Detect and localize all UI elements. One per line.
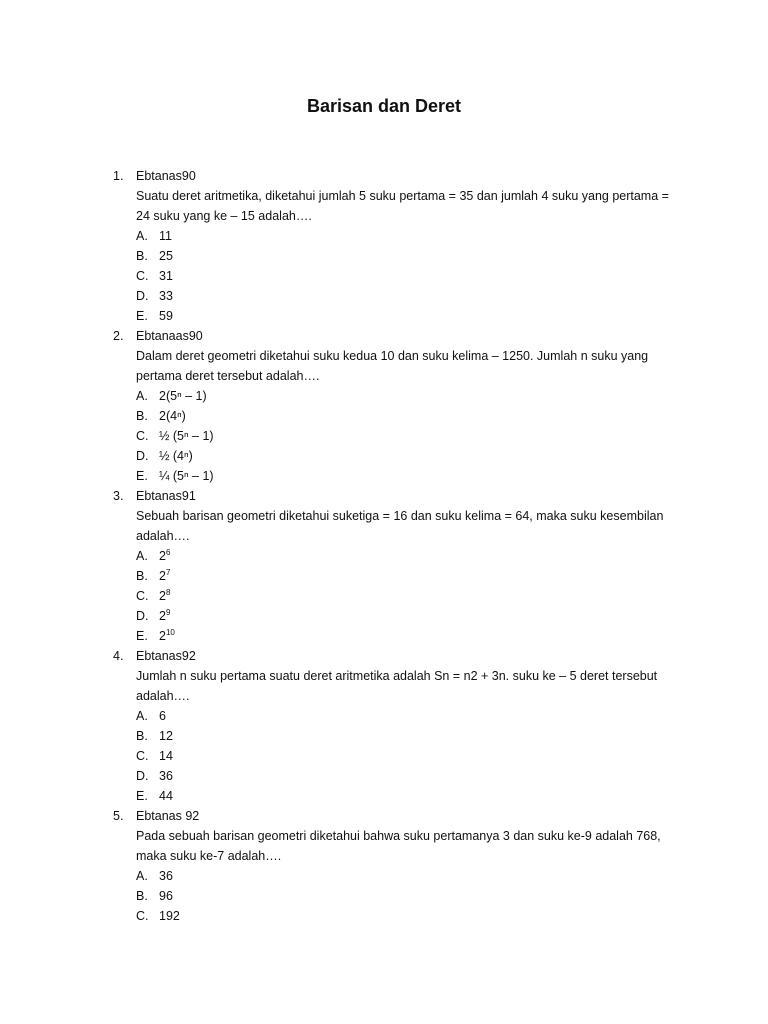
answer-option xyxy=(0,306,768,326)
option-letter: C. xyxy=(136,749,149,763)
question-header xyxy=(0,806,768,826)
option-exponent: 7 xyxy=(165,568,171,577)
option-text: 2(4ⁿ) xyxy=(159,409,186,423)
answer-option xyxy=(0,866,768,886)
option-text: 11 xyxy=(159,229,172,243)
option-letter: D. xyxy=(136,609,149,623)
option-text: 25 xyxy=(159,249,173,263)
question-source: Ebtanaas90 xyxy=(136,329,203,343)
question-5 xyxy=(0,806,768,926)
answer-option xyxy=(0,546,768,566)
question-list xyxy=(0,166,768,926)
answer-option xyxy=(0,386,768,406)
option-text: 2(5ⁿ – 1) xyxy=(159,389,207,403)
question-header xyxy=(0,166,768,186)
option-exponent: 6 xyxy=(165,548,171,557)
question-text: adalah…. xyxy=(136,689,190,703)
option-text: 2 xyxy=(159,589,166,603)
answer-option xyxy=(0,426,768,446)
answer-option xyxy=(0,766,768,786)
answer-option xyxy=(0,706,768,726)
option-letter: B. xyxy=(136,729,148,743)
question-text: Sebuah barisan geometri diketahui suketiga = 16 dan suku kelima = 64, maka suku kesembilan xyxy=(136,509,664,523)
option-letter: C. xyxy=(136,429,149,443)
question-number: 2. xyxy=(113,329,124,343)
option-exponent: 9 xyxy=(165,608,171,617)
option-text: 2 xyxy=(159,629,166,643)
option-text: 14 xyxy=(159,749,173,763)
answer-option xyxy=(0,286,768,306)
question-header xyxy=(0,646,768,666)
question-number: 3. xyxy=(113,489,124,503)
option-letter: A. xyxy=(136,709,148,723)
option-text: 192 xyxy=(159,909,180,923)
question-text: maka suku ke-7 adalah…. xyxy=(136,849,282,863)
answer-option xyxy=(0,626,768,646)
option-letter: B. xyxy=(136,249,148,263)
option-text: 6 xyxy=(159,709,166,723)
answer-option xyxy=(0,586,768,606)
option-exponent: 8 xyxy=(165,588,171,597)
option-letter: A. xyxy=(136,229,148,243)
question-text: adalah…. xyxy=(136,529,190,543)
option-letter: E. xyxy=(136,629,148,643)
question-header xyxy=(0,326,768,346)
option-text: 2 xyxy=(159,569,166,583)
option-text: 2 xyxy=(159,609,166,623)
answer-option xyxy=(0,786,768,806)
option-text: 31 xyxy=(159,269,173,283)
option-letter: A. xyxy=(136,389,148,403)
question-text: Jumlah n suku pertama suatu deret aritmetika adalah Sn = n2 + 3n. suku ke – 5 deret tersebut xyxy=(136,669,658,683)
answer-option xyxy=(0,246,768,266)
option-letter: C. xyxy=(136,909,149,923)
question-number: 1. xyxy=(113,169,124,183)
option-letter: B. xyxy=(136,889,148,903)
option-text: 59 xyxy=(159,309,173,323)
question-number: 5. xyxy=(113,809,124,823)
question-text: Pada sebuah barisan geometri diketahui bahwa suku pertamanya 3 dan suku ke-9 adalah 768, xyxy=(136,829,661,843)
option-text: ½ (4ⁿ) xyxy=(159,449,193,463)
answer-option xyxy=(0,466,768,486)
answer-option xyxy=(0,446,768,466)
answer-option xyxy=(0,266,768,286)
answer-option xyxy=(0,566,768,586)
option-text: 96 xyxy=(159,889,173,903)
option-letter: B. xyxy=(136,409,148,423)
question-source: Ebtanas91 xyxy=(136,489,196,503)
answer-option xyxy=(0,226,768,246)
page-title: Barisan dan Deret xyxy=(306,96,462,116)
answer-option xyxy=(0,746,768,766)
option-text: 33 xyxy=(159,289,173,303)
option-letter: D. xyxy=(136,289,149,303)
answer-option xyxy=(0,886,768,906)
option-text: 2 xyxy=(159,549,166,563)
question-text: Dalam deret geometri diketahui suku kedua 10 dan suku kelima – 1250. Jumlah n suku yang xyxy=(136,349,649,363)
option-letter: E. xyxy=(136,309,148,323)
option-text: ½ (5ⁿ – 1) xyxy=(159,429,214,443)
option-text: 12 xyxy=(159,729,173,743)
option-letter: D. xyxy=(136,449,149,463)
option-letter: E. xyxy=(136,789,148,803)
option-letter: A. xyxy=(136,869,148,883)
question-3 xyxy=(0,486,768,646)
option-exponent: 10 xyxy=(165,628,175,637)
question-source: Ebtanas 92 xyxy=(136,809,200,823)
question-text: 24 suku yang ke – 15 adalah…. xyxy=(136,209,312,223)
question-source: Ebtanas92 xyxy=(136,649,196,663)
option-letter: B. xyxy=(136,569,148,583)
option-letter: D. xyxy=(136,769,149,783)
question-text: Suatu deret aritmetika, diketahui jumlah 5 suku pertama = 35 dan jumlah 4 suku yang pertama = xyxy=(136,189,669,203)
answer-option xyxy=(0,906,768,926)
question-text: pertama deret tersebut adalah…. xyxy=(136,369,320,383)
option-letter: C. xyxy=(136,269,149,283)
option-letter: A. xyxy=(136,549,148,563)
question-header xyxy=(0,486,768,506)
question-2 xyxy=(0,326,768,486)
question-source: Ebtanas90 xyxy=(136,169,196,183)
option-text: ¼ (5ⁿ – 1) xyxy=(159,469,214,483)
question-4 xyxy=(0,646,768,806)
option-letter: E. xyxy=(136,469,148,483)
answer-option xyxy=(0,406,768,426)
option-text: 36 xyxy=(159,869,173,883)
answer-option xyxy=(0,726,768,746)
answer-option xyxy=(0,606,768,626)
option-text: 44 xyxy=(159,789,173,803)
question-number: 4. xyxy=(113,649,124,663)
question-1 xyxy=(0,166,768,326)
option-text: 36 xyxy=(159,769,173,783)
option-letter: C. xyxy=(136,589,149,603)
